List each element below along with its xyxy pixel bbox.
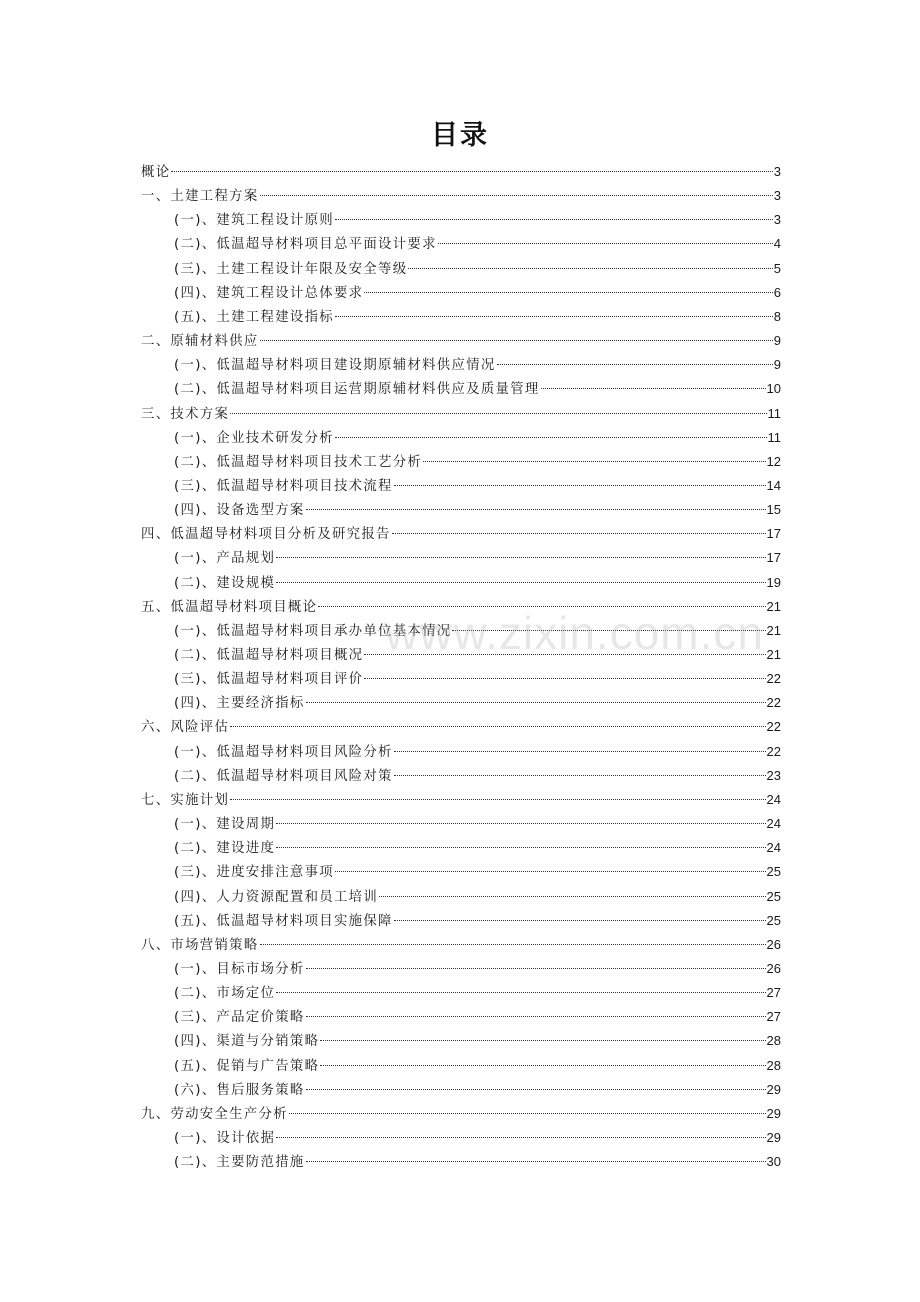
toc-section-entry[interactable] <box>174 474 781 498</box>
toc-dot-leader <box>276 1137 765 1138</box>
toc-section-entry[interactable] <box>174 885 781 909</box>
toc-page-number: 10 <box>766 381 781 397</box>
toc-entry-title: (一)、低温超导材料项目风险分析 <box>174 744 393 760</box>
toc-dot-leader <box>306 1161 766 1162</box>
toc-page-number: 3 <box>773 212 781 228</box>
toc-entry-title: (六)、售后服务策略 <box>174 1082 305 1098</box>
toc-dot-leader <box>392 533 766 534</box>
toc-section-entry[interactable] <box>174 1005 781 1029</box>
toc-dot-leader <box>260 944 766 945</box>
toc-section-entry[interactable] <box>174 232 781 256</box>
toc-dot-leader <box>306 1089 766 1090</box>
toc-section-entry[interactable] <box>174 1054 781 1078</box>
toc-dot-leader <box>318 606 765 607</box>
toc-section-entry[interactable] <box>174 571 781 595</box>
toc-chapter-entry[interactable] <box>141 522 781 546</box>
toc-dot-leader <box>541 388 766 389</box>
toc-dot-leader <box>276 582 765 583</box>
toc-page-number: 24 <box>766 840 781 856</box>
toc-chapter-entry[interactable] <box>141 402 781 426</box>
toc-page-number: 28 <box>766 1033 781 1049</box>
toc-dot-leader <box>306 509 766 510</box>
toc-dot-leader <box>335 219 773 220</box>
toc-section-entry[interactable] <box>174 1150 781 1174</box>
toc-dot-leader <box>364 654 765 655</box>
toc-dot-leader <box>335 316 773 317</box>
toc-page-number: 26 <box>766 960 781 976</box>
toc-entry-title: 九、劳动安全生产分析 <box>141 1106 288 1122</box>
toc-section-entry[interactable] <box>174 546 781 570</box>
toc-entry-title: (四)、主要经济指标 <box>174 696 305 712</box>
toc-page-number: 3 <box>773 164 781 179</box>
toc-page-number: 22 <box>766 743 781 759</box>
toc-entry-title: (四)、设备选型方案 <box>174 503 305 519</box>
toc-entry-title: 二、原辅材料供应 <box>141 334 259 350</box>
toc-entry-title: (四)、建筑工程设计总体要求 <box>174 285 364 301</box>
toc-page-number: 24 <box>766 816 781 832</box>
toc-dot-leader <box>306 1016 766 1017</box>
toc-section-entry[interactable] <box>174 353 781 377</box>
toc-page-number: 28 <box>766 1057 781 1073</box>
toc-page-number: 15 <box>766 502 781 518</box>
toc-section-entry[interactable] <box>174 377 781 401</box>
toc-page-number: 25 <box>766 864 781 880</box>
toc-chapter-entry[interactable] <box>141 160 781 184</box>
toc-page-number: 22 <box>766 671 781 687</box>
toc-entry-title: (一)、产品规划 <box>174 551 276 567</box>
toc-dot-leader <box>276 557 765 558</box>
toc-page-number: 26 <box>766 936 781 952</box>
toc-section-entry[interactable] <box>174 1029 781 1053</box>
toc-entry-title: (三)、低温超导材料项目技术流程 <box>174 478 393 494</box>
toc-dot-leader <box>171 171 772 172</box>
toc-dot-leader <box>276 992 765 993</box>
toc-entry-title: (一)、低温超导材料项目建设期原辅材料供应情况 <box>174 358 496 374</box>
toc-page-number: 19 <box>766 574 781 590</box>
toc-entry-title: (五)、土建工程建设指标 <box>174 309 334 325</box>
toc-dot-leader <box>423 461 765 462</box>
toc-entry-title: (三)、土建工程设计年限及安全等级 <box>174 261 408 277</box>
toc-section-entry[interactable] <box>174 667 781 691</box>
toc-entry-title: (一)、建设周期 <box>174 817 276 833</box>
toc-entry-title: (二)、低温超导材料项目技术工艺分析 <box>174 454 423 470</box>
toc-page-number: 30 <box>766 1154 781 1170</box>
toc-page-number: 3 <box>773 188 781 204</box>
toc-section-entry[interactable] <box>174 450 781 474</box>
toc-section-entry[interactable] <box>174 1126 781 1150</box>
toc-section-entry[interactable] <box>174 643 781 667</box>
toc-entry-title: (二)、市场定位 <box>174 986 276 1002</box>
toc-section-entry[interactable] <box>174 257 781 281</box>
toc-entry-title: (二)、低温超导材料项目概况 <box>174 648 364 663</box>
toc-dot-leader <box>438 243 773 244</box>
toc-dot-leader <box>335 871 766 872</box>
toc-dot-leader <box>320 1040 765 1041</box>
toc-page-number: 11 <box>767 405 781 421</box>
toc-page-number: 9 <box>773 357 781 373</box>
toc-dot-leader <box>260 195 773 196</box>
toc-chapter-entry[interactable] <box>141 1102 781 1126</box>
toc-page-number: 21 <box>766 598 781 614</box>
toc-chapter-entry[interactable] <box>141 184 781 208</box>
toc-dot-leader <box>230 413 766 414</box>
toc-entry-title: 概论 <box>141 165 171 180</box>
toc-entry-title: 四、低温超导材料项目分析及研究报告 <box>141 527 391 543</box>
toc-entry-title: 三、技术方案 <box>141 406 230 422</box>
toc-section-entry[interactable] <box>174 909 781 933</box>
toc-dot-leader <box>320 1065 765 1066</box>
toc-dot-leader <box>230 726 765 727</box>
toc-page-number: 27 <box>766 1009 781 1025</box>
toc-page-number: 27 <box>766 985 781 1001</box>
toc-section-entry[interactable] <box>174 208 781 232</box>
toc-page-number: 9 <box>773 333 781 349</box>
toc-dot-leader <box>230 799 765 800</box>
toc-page-number: 24 <box>766 791 781 807</box>
toc-chapter-entry[interactable] <box>141 933 781 957</box>
toc-entry-title: (二)、低温超导材料项目风险对策 <box>174 768 393 784</box>
toc-entry-title: (二)、主要防范措施 <box>174 1155 305 1171</box>
toc-dot-leader <box>408 268 772 269</box>
toc-dot-leader <box>276 823 765 824</box>
toc-section-entry[interactable] <box>174 281 781 305</box>
toc-section-entry[interactable] <box>174 981 781 1005</box>
toc-section-entry[interactable] <box>174 305 781 329</box>
toc-page-number: 29 <box>766 1130 781 1145</box>
toc-entry-title: 五、低温超导材料项目概论 <box>141 599 318 615</box>
toc-page-number: 6 <box>773 284 781 300</box>
toc-dot-leader <box>379 896 766 897</box>
toc-dot-leader <box>276 847 765 848</box>
toc-entry-title: (四)、渠道与分销策略 <box>174 1034 320 1050</box>
toc-dot-leader <box>260 340 773 341</box>
toc-page-number: 29 <box>766 1105 781 1121</box>
toc-entry-title: 八、市场营销策略 <box>141 937 259 953</box>
toc-section-entry[interactable] <box>174 498 781 522</box>
toc-entry-title: (二)、建设规模 <box>174 575 276 591</box>
toc-entry-title: (一)、目标市场分析 <box>174 961 305 977</box>
toc-section-entry[interactable] <box>174 957 781 981</box>
toc-section-entry[interactable] <box>174 740 781 764</box>
toc-dot-leader <box>306 702 766 703</box>
toc-dot-leader <box>306 968 766 969</box>
toc-page-number: 12 <box>766 453 781 469</box>
toc-section-entry[interactable] <box>174 812 781 836</box>
toc-dot-leader <box>364 678 765 679</box>
toc-entry-title: 一、土建工程方案 <box>141 189 259 205</box>
watermark: www.zixin.com.cn <box>385 607 764 659</box>
toc-entry-title: (二)、低温超导材料项目总平面设计要求 <box>174 237 437 253</box>
toc-entry-title: (一)、设计依据 <box>174 1131 276 1146</box>
toc-page-number: 25 <box>766 912 781 928</box>
toc-section-entry[interactable] <box>174 426 781 450</box>
toc-chapter-entry[interactable] <box>141 595 781 619</box>
toc-entry-title: 六、风险评估 <box>141 720 230 736</box>
toc-page-number: 17 <box>766 526 781 542</box>
toc-chapter-entry[interactable] <box>141 788 781 812</box>
toc-section-entry[interactable] <box>174 1078 781 1102</box>
toc-page-number: 25 <box>766 888 781 904</box>
toc-entry-title: (五)、低温超导材料项目实施保障 <box>174 913 393 929</box>
toc-entry-title: (二)、建设进度 <box>174 841 276 857</box>
toc-section-entry[interactable] <box>174 691 781 715</box>
toc-dot-leader <box>364 292 772 293</box>
toc-page-number: 14 <box>766 477 781 493</box>
toc-entry-title: (五)、促销与广告策略 <box>174 1058 320 1074</box>
toc-page-number: 5 <box>773 260 781 276</box>
toc-page-number: 4 <box>773 236 781 252</box>
toc-page-number: 17 <box>766 550 781 566</box>
toc-dot-leader <box>394 485 766 486</box>
toc-dot-leader <box>394 775 766 776</box>
toc-entry-title: (三)、产品定价策略 <box>174 1010 305 1026</box>
toc-dot-leader <box>452 630 765 631</box>
toc-page-number: 11 <box>767 429 781 445</box>
toc-entry-title: 七、实施计划 <box>141 792 230 808</box>
toc-dot-leader <box>497 364 773 365</box>
toc-page-number: 22 <box>766 695 781 711</box>
toc-dot-leader <box>289 1113 766 1114</box>
toc-entry-title: (二)、低温超导材料项目运营期原辅材料供应及质量管理 <box>174 382 540 398</box>
toc-chapter-entry[interactable] <box>141 329 781 353</box>
toc-entry-title: (一)、低温超导材料项目承办单位基本情况 <box>174 623 452 639</box>
toc-page-number: 21 <box>766 647 781 662</box>
toc-section-entry[interactable] <box>174 619 781 643</box>
toc-page-number: 22 <box>766 719 781 735</box>
toc-page-number: 21 <box>766 622 781 638</box>
toc-page-number: 23 <box>766 767 781 783</box>
toc-entry-title: (四)、人力资源配置和员工培训 <box>174 889 379 905</box>
toc-dot-leader <box>394 920 766 921</box>
toc-dot-leader <box>394 751 766 752</box>
toc-entry-title: (一)、建筑工程设计原则 <box>174 213 334 229</box>
toc-page-number: 8 <box>773 308 781 324</box>
toc-page-number: 29 <box>766 1081 781 1097</box>
page-title: 目录 <box>431 120 489 151</box>
toc-section-entry[interactable] <box>174 860 781 884</box>
toc-entry-title: (三)、进度安排注意事项 <box>174 865 334 881</box>
toc-chapter-entry[interactable] <box>141 715 781 739</box>
toc-dot-leader <box>335 437 767 438</box>
toc-section-entry[interactable] <box>174 764 781 788</box>
toc-entry-title: (三)、低温超导材料项目评价 <box>174 672 364 688</box>
toc-section-entry[interactable] <box>174 836 781 860</box>
toc-entry-title: (一)、企业技术研发分析 <box>174 430 334 446</box>
